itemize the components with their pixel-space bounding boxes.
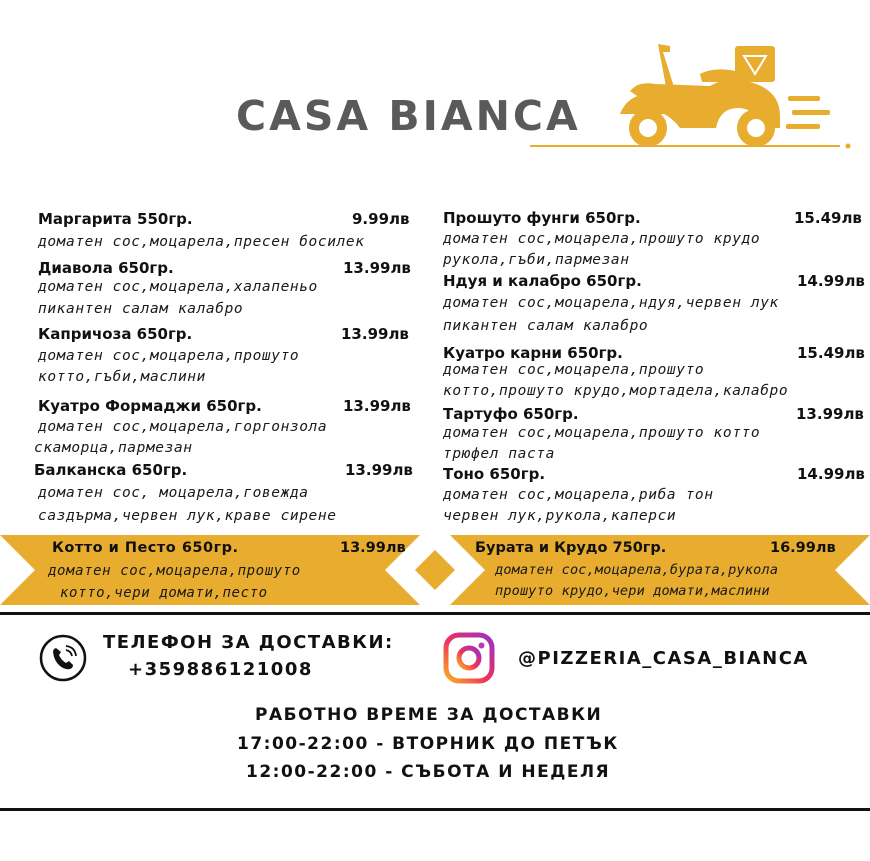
menu-item-description: саздърма,червен лук,краве сирене — [38, 508, 337, 524]
menu-item-description: доматен сос, моцарела,говежда — [38, 485, 309, 501]
divider — [0, 808, 870, 811]
menu-item-description: доматен сос,моцарела,прошуто — [38, 348, 300, 364]
menu-item-name: Балканска 650гр. — [34, 461, 188, 479]
hours-weekend: 12:00-22:00 - СЪБОТА И НЕДЕЛЯ — [246, 762, 611, 782]
menu-item-description: доматен сос,моцарела,прошуто крудо — [443, 231, 761, 247]
hours-title: РАБОТНО ВРЕМЕ ЗА ДОСТАВКИ — [255, 705, 603, 725]
featured-item-description: доматен сос,моцарела,прошуто — [48, 563, 301, 579]
instagram-icon — [443, 632, 495, 684]
menu-item-description: скаморца,пармезан — [34, 440, 193, 456]
menu-item-description: пикантен салам калабро — [443, 318, 649, 334]
hours-weekdays: 17:00-22:00 - ВТОРНИК ДО ПЕТЪК — [237, 734, 619, 754]
menu-item-description: доматен сос,моцарела,халапеньо — [38, 279, 318, 295]
menu-item-price: 14.99лв — [797, 465, 865, 483]
menu-item-name: Маргарита 550гр. — [38, 210, 193, 228]
delivery-scooter-icon — [530, 36, 870, 156]
menu-item-price: 14.99лв — [797, 272, 865, 290]
menu-item-name: Тоно 650гр. — [443, 465, 546, 483]
menu-item-description: рукола,гъби,пармезан — [443, 252, 630, 268]
menu-item-description: доматен сос,моцарела,пресен босилек — [38, 234, 365, 250]
menu-item-price: 13.99лв — [341, 325, 409, 343]
menu-item-description: доматен сос,моцарела,прошуто котто — [443, 425, 761, 441]
menu-item-description: доматен сос,моцарела,риба тон — [443, 487, 714, 503]
menu-item-name: Диавола 650гр. — [38, 259, 174, 277]
featured-item-name: Котто и Песто 650гр. — [52, 540, 239, 556]
menu-item-description: трюфел паста — [443, 446, 555, 462]
instagram-handle[interactable]: @PIZZERIA_CASA_BIANCA — [518, 648, 809, 669]
menu-item-description: доматен сос,моцарела,горгонзола — [38, 419, 328, 435]
menu-item-price: 15.49лв — [797, 344, 865, 362]
menu-item-description: пикантен салам калабро — [38, 301, 244, 317]
menu-item-price: 13.99лв — [345, 461, 413, 479]
menu-item-name: Тартуфо 650гр. — [443, 405, 579, 423]
phone-label: ТЕЛЕФОН ЗА ДОСТАВКИ: — [103, 632, 394, 653]
menu-item-name: Ндуя и калабро 650гр. — [443, 272, 642, 290]
phone-icon — [38, 633, 88, 683]
featured-item-name: Бурата и Крудо 750гр. — [475, 540, 667, 556]
divider — [0, 612, 870, 615]
menu-item-description: доматен сос,моцарела,прошуто — [443, 362, 705, 378]
featured-item-description: прошуто крудо,чери домати,маслини — [495, 583, 770, 599]
menu-item-name: Прошуто фунги 650гр. — [443, 209, 641, 227]
menu-item-description: котто,гъби,маслини — [38, 369, 206, 385]
menu-item-price: 13.99лв — [796, 405, 864, 423]
menu-item-price: 13.99лв — [343, 259, 411, 277]
menu-item-name: Куатро Формаджи 650гр. — [38, 397, 262, 415]
phone-number[interactable]: +359886121008 — [128, 659, 313, 680]
featured-item-description: котто,чери домати,песто — [60, 585, 268, 601]
featured-item-description: доматен сос,моцарела,бурата,рукола — [495, 562, 779, 578]
menu-item-price: 13.99лв — [343, 397, 411, 415]
menu-item-description: червен лук,рукола,каперси — [443, 508, 677, 524]
menu-item-description: котто,прошуто крудо,мортадела,калабро — [443, 383, 789, 399]
menu-item-price: 15.49лв — [794, 209, 862, 227]
menu-item-price: 9.99лв — [352, 210, 410, 228]
menu-item-description: доматен сос,моцарела,ндуя,червен лук — [443, 295, 779, 311]
menu-item-name: Куатро карни 650гр. — [443, 344, 623, 362]
brand-title: CASA BIANCA — [236, 92, 581, 140]
menu-item-name: Капричоза 650гр. — [38, 325, 193, 343]
featured-item-price: 13.99лв — [340, 540, 406, 556]
featured-item-price: 16.99лв — [770, 540, 836, 556]
